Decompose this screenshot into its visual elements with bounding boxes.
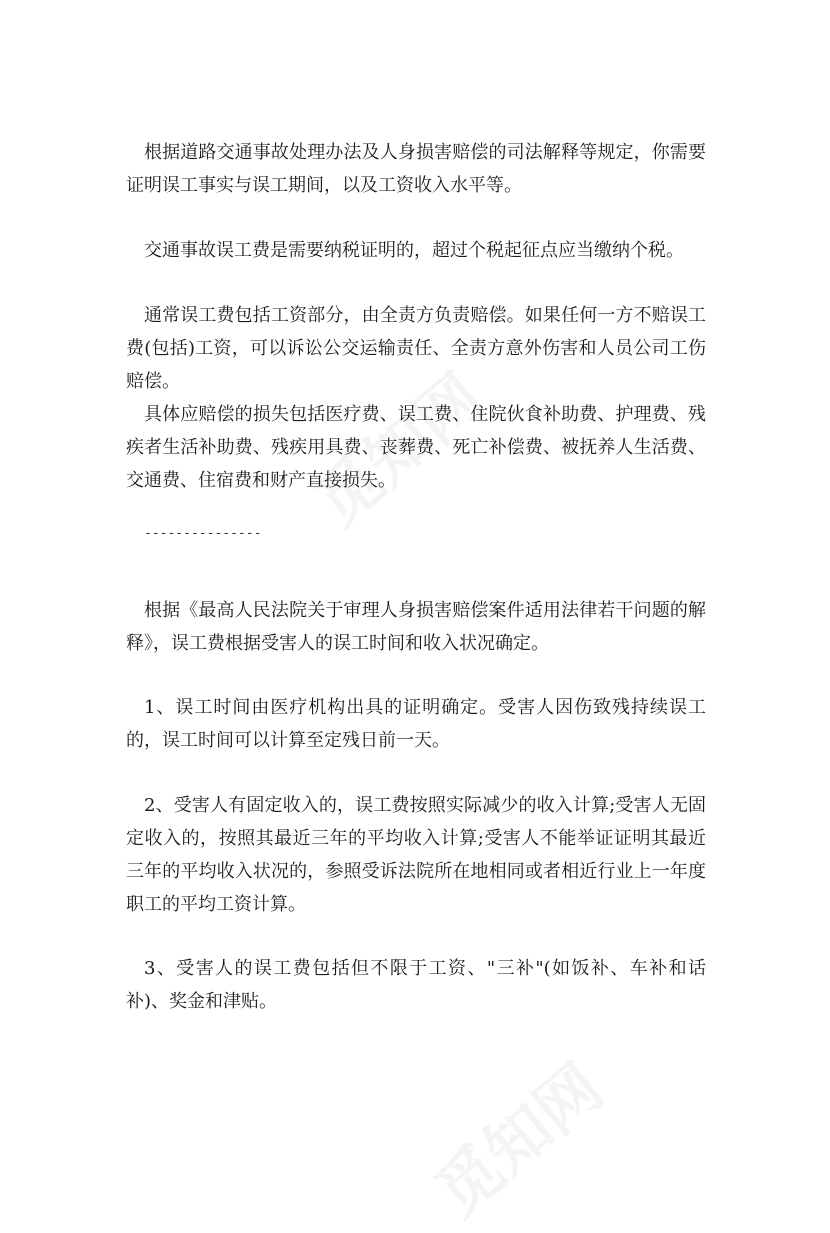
paragraph-tax-proof: 交通事故误工费是需要纳税证明的，超过个税起征点应当缴纳个税。 — [144, 240, 684, 261]
paragraph-judicial-interpretation: 根据《最高人民法院关于审理人身损害赔偿案件适用法律若干问题的解释》，误工费根据受害人的误工时间和收入状况确定。 — [126, 600, 706, 654]
paragraph-item-3: 3、受害人的误工费包括但不限于工资、"三补"(如饭补、车补和话补)、奖金和津贴。 — [126, 958, 706, 1012]
paragraph-legal-basis: 根据道路交通事故处理办法及人身损害赔偿的司法解释等规定，你需要证明误工事实与误工期间，以及工资收入水平等。 — [126, 142, 706, 196]
paragraph-loss-items: 具体应赔偿的损失包括医疗费、误工费、住院伙食补助费、护理费、残疾者生活补助费、残疾用具费、丧葬费、死亡补偿费、被抚养人生活费、交通费、住宿费和财产直接损失。 — [126, 404, 706, 491]
separator-line: --------------- — [144, 526, 262, 541]
paragraph-wage-compensation: 通常误工费包括工资部分，由全责方负责赔偿。如果任何一方不赔误工费(包括)工资，可以诉讼公交运输责任、全责方意外伤害和人员公司工伤赔偿。 — [126, 305, 706, 392]
watermark-logo — [413, 1039, 619, 1233]
paragraph-item-1: 1、误工时间由医疗机构出具的证明确定。受害人因伤致残持续误工的，误工时间可以计算至定残日前一天。 — [126, 697, 706, 751]
paragraph-item-2: 2、受害人有固定收入的，误工费按照实际减少的收入计算;受害人无固定收入的，按照其最近三年的平均收入计算;受害人不能举证证明其最近三年的平均收入状况的，参照受诉法院所在地相同或者相近行业上一年度职工的平均工资计算。 — [126, 795, 706, 915]
